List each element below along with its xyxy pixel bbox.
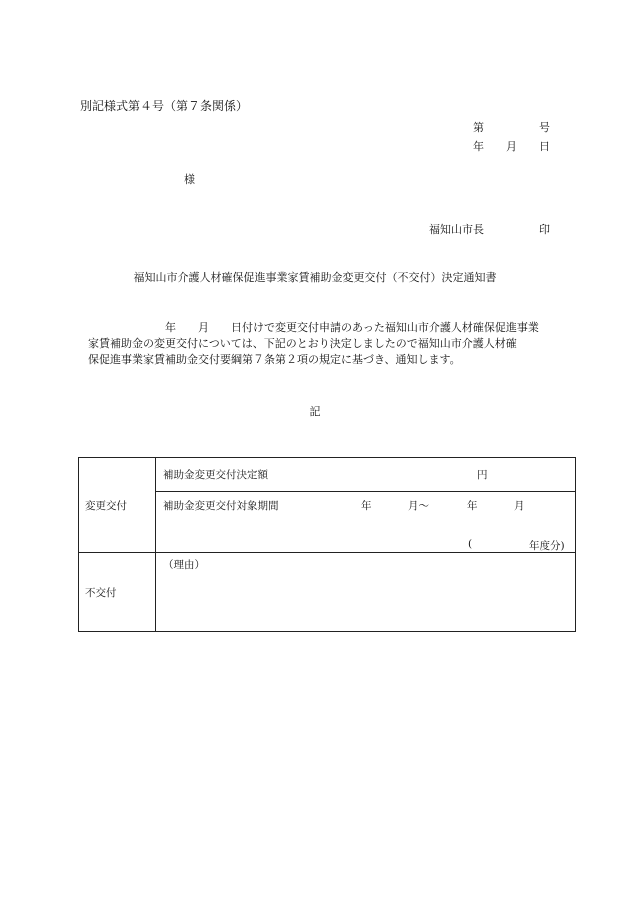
ki-heading: 記 xyxy=(309,405,321,418)
fiscal-open-paren: ( xyxy=(468,538,473,550)
fiscal-year-suffix: 年度分) xyxy=(529,540,565,552)
period-year-end: 年 xyxy=(467,500,478,512)
reason-cell xyxy=(156,553,576,632)
amount-label: 補助金変更交付決定額 xyxy=(163,469,268,481)
document-title: 福知山市介護人材確保促進事業家賃補助金変更交付（不交付）決定通知書 xyxy=(133,271,497,284)
document-number: 第 号 xyxy=(473,121,550,134)
amount-cell xyxy=(156,458,576,492)
form-title: 別記様式第４号（第７条関係） xyxy=(80,99,249,113)
amount-unit: 円 xyxy=(477,469,488,481)
table-row-fukoufu xyxy=(79,553,576,632)
period-month-start: 月～ xyxy=(408,500,429,512)
fukoufu-label: 不交付 xyxy=(79,553,156,632)
addressee-honorific: 様 xyxy=(184,173,195,186)
period-label: 補助金変更交付対象期間 xyxy=(163,500,279,512)
period-month-end: 月 xyxy=(514,500,525,512)
body-line-2: 家賃補助金の変更交付については、下記のとおり決定しましたので福知山市介護人材確 xyxy=(88,337,517,350)
body-line-1: 年 月 日付けで変更交付申請のあった福知山市介護人材確保促進事業 xyxy=(88,321,539,334)
period-cell xyxy=(156,492,576,553)
body-paragraph xyxy=(88,320,558,368)
issuer-signature: 福知山市長 印 xyxy=(429,223,550,236)
period-year-start: 年 xyxy=(361,500,372,512)
body-line-3: 保促進事業家賃補助金交付要綱第７条第２項の規定に基づき、通知します。 xyxy=(88,353,461,366)
reason-label: （理由） xyxy=(163,559,205,571)
table-row-amount xyxy=(79,458,576,492)
document-date: 年 月 日 xyxy=(473,140,550,153)
henkou-label: 変更交付 xyxy=(79,458,156,553)
decision-table xyxy=(78,457,576,632)
